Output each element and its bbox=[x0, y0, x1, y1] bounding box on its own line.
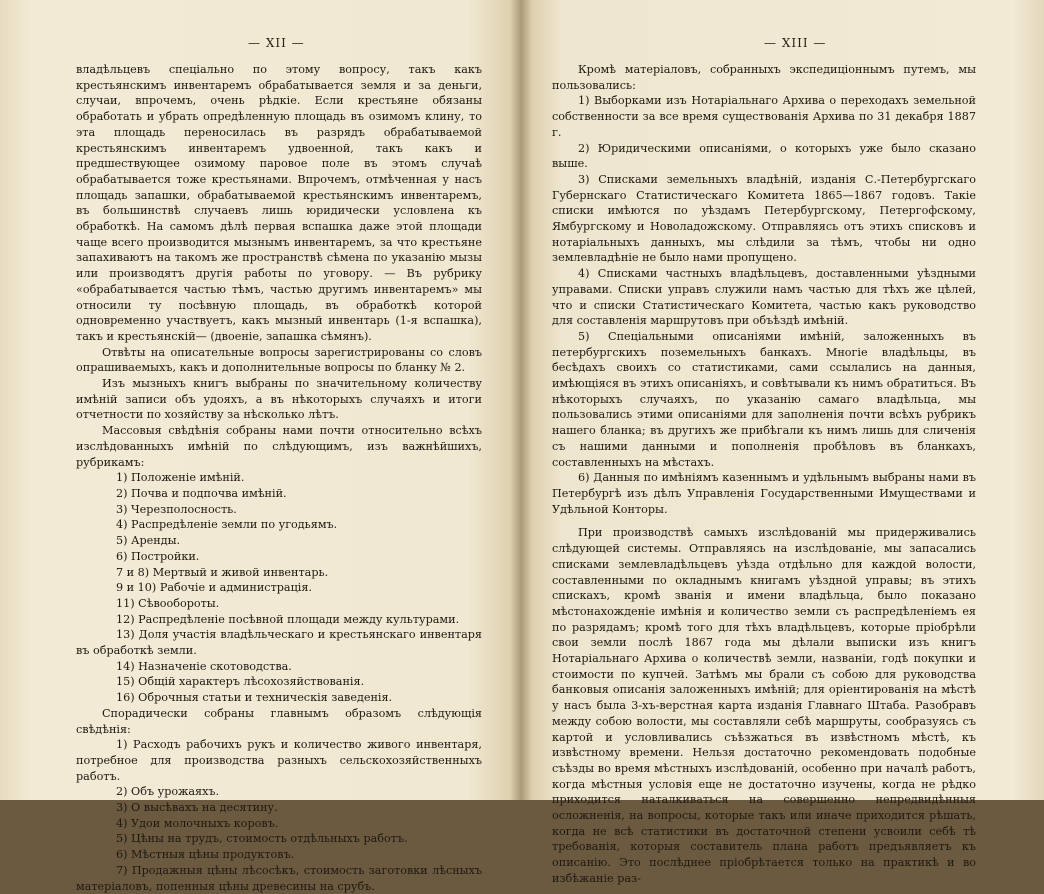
list-item: 2) Юридическими описаніями, о которыхъ уже было сказано выше. bbox=[552, 141, 976, 171]
list-item: 11) Сѣвообороты. bbox=[116, 596, 220, 610]
list-item: 15) Общій характеръ лѣсохозяйствованія. bbox=[116, 675, 365, 689]
page-number-right: — XIII — bbox=[764, 36, 827, 50]
list-item: 7 и 8) Мертвый и живой инвентарь. bbox=[116, 565, 329, 579]
list-item: 2) Объ урожаяхъ. bbox=[116, 785, 220, 799]
list-item: 5) Аренды. bbox=[116, 534, 181, 548]
list-item: 1) Положеніе имѣній. bbox=[116, 471, 245, 485]
list-item: 6) Мѣстныя цѣны продуктовъ. bbox=[116, 848, 295, 862]
list-item: 6) Данныя по имѣніямъ казеннымъ и удѣльнымъ выбраны нами въ Петербургѣ изъ дѣлъ Управленія Государственными Имуществами и Удѣльной Конторы. bbox=[552, 471, 976, 516]
paragraph: Отвѣты на описательные вопросы зарегистрированы со словъ опрашиваемыхъ, какъ и дополнительные вопросы по бланку № 2. bbox=[76, 345, 482, 375]
left-page bbox=[0, 0, 520, 893]
list-item: 1) Расходъ рабочихъ рукъ и количество живого инвентаря, потребное для производства разныхъ сельскохозяйственныхъ работъ. bbox=[76, 738, 482, 783]
list-item: 3) Черезполосность. bbox=[116, 502, 237, 516]
list-item: 3) Списками земельныхъ владѣній, изданія С.-Петербургскаго Губернскаго Статистическаго Комитета 1865—1867 годовъ. Такіе списки имѣются по уѣздамъ Петербургскому, Петергофскому, Ямбургскому и Новоладожскому. Отправляясь отъ этихъ списковъ и нотаріальныхъ данныхъ, мы слѣдили за тѣмъ, чтобы ни одно землевладѣніе не было нами пропущено. bbox=[552, 172, 976, 265]
list-item: 9 и 10) Рабочіе и администрація. bbox=[116, 581, 312, 595]
paragraph: При производствѣ самыхъ изслѣдованій мы придерживались слѣдующей системы. Отправляясь на изслѣдованіе, мы запасались списками землевладѣльцевъ уѣзда отдѣльно для каждой волости, составленными по окладнымъ книгамъ уѣздной управы; въ этихъ спискахъ, кромѣ званія и имени владѣльца, было показано мѣстонахожденіе имѣнія и количество земли съ распредѣленіемъ ея по разрядамъ; кромѣ того для тѣхъ владѣльцевъ, которые пріобрѣли свои земли послѣ 1867 года мы дѣлали выписки изъ книгъ Нотаріальнаго Архива о количествѣ земли, названіи, годѣ покупки и стоимости по купчей. Затѣмъ мы брали съ собою для руководства банковыя описанія заложенныхъ имѣній; для оріентированія на мѣстѣ у насъ была 3-хъ-верстная карта изданія Главнаго Штаба. Разобравъ между собою волости, мы составляли себѣ маршруты, сообразуясь съ картой и условливались съѣзжаться въ извѣстномъ мѣстѣ, къ извѣстному времени. Нельзя достаточно рекомендовать подобные съѣзды во время мѣстныхъ изслѣдованій, особенно при началѣ работъ, когда мѣстныя условія еще не достаточно изучены, когда не рѣдко приходится наталкиваться на совершенно непредвидѣнныя осложненія, на вопросы, которые такъ или иначе приходится рѣшать, когда не всѣ статистики въ достаточной степени усвоили себѣ тѣ требованія, которыя составитель плана работъ предъявляетъ къ описанію. Это послѣднее пріобрѣтается только на практикѣ и во избѣжаніе раз- bbox=[552, 526, 976, 885]
left-page-text bbox=[76, 62, 482, 894]
list-item: 5) Цѣны на трудъ, стоимость отдѣльныхъ работъ. bbox=[116, 832, 408, 846]
list-item: 1) Выборками изъ Нотаріальнаго Архива о переходахъ земельной собственности за все время существованія Архива по 31 декабря 1887 г. bbox=[552, 94, 976, 139]
list-item: 13) Доля участія владѣльческаго и крестьянскаго инвентаря въ обработкѣ земли. bbox=[76, 628, 482, 658]
list-item: 5) Спеціальными описаніями имѣній, заложенныхъ въ петербургскихъ поземельныхъ банкахъ. Многіе владѣльцы, въ бесѣдахъ своихъ со статистиками, сами ссылались на данныя, имѣющіяся въ этихъ описаніяхъ, и совѣтывали къ нимъ обратиться. Въ нѣкоторыхъ случаяхъ, по указанію самаго владѣльца, мы пользовались этими описаніями для заполненія почти всѣхъ рубрикъ нашего бланка; въ другихъ же прибѣгали къ нимъ лишь для сличенія съ нашими данными и пополненія пробѣловъ въ бланкахъ, составленныхъ на мѣстахъ. bbox=[552, 329, 976, 469]
paragraph: Массовыя свѣдѣнія собраны нами почти относительно всѣхъ изслѣдованныхъ имѣній по слѣдующимъ, изъ важнѣйшихъ, рубрикамъ: bbox=[76, 424, 482, 469]
list-item: 12) Распредѣленіе посѣвной площади между культурами. bbox=[116, 612, 460, 626]
page-number-left: — XII — bbox=[248, 36, 305, 50]
list-item: 6) Постройки. bbox=[116, 549, 200, 563]
book-gutter bbox=[510, 0, 532, 800]
list-item: 16) Оброчныя статьи и техническія заведенія. bbox=[116, 691, 393, 705]
list-item: 7) Продажныя цѣны лѣсосѣкъ, стоимость заготовки лѣсныхъ матеріаловъ, попенныя цѣны древесины на срубъ. bbox=[76, 863, 482, 893]
right-page bbox=[520, 0, 1044, 885]
paragraph: Изъ мызныхъ книгъ выбраны по значительному количеству имѣній записи объ удояхъ, а въ нѣкоторыхъ случаяхъ и итоги отчетности по хозяйству за нѣсколько лѣтъ. bbox=[76, 377, 482, 422]
list-item: 2) Почва и подпочва имѣній. bbox=[116, 486, 287, 500]
list-item: 4) Распредѣленіе земли по угодьямъ. bbox=[116, 518, 338, 532]
paragraph: владѣльцевъ спеціально по этому вопросу, такъ какъ крестьянскимъ инвентаремъ обрабатывается земля и за деньги, случаи, впрочемъ, очень рѣдкіе. Если крестьяне обязаны обработать и убрать опредѣленную площадь въ озимомъ клину, то эта площадь переносилась въ разрядъ обрабатываемой крестьянскимъ инвентаремъ удвоенной, такъ какъ и предшествующее озимому паровое поле въ этомъ случаѣ обрабатывается тоже крестьянами. Впрочемъ, отмѣченная у насъ площадь запашки, обрабатываемой крестьянскимъ инвентаремъ, въ большинствѣ случаевъ лишь юридически условлена къ обработкѣ. На самомъ дѣлѣ первая вспашка даже этой площади чаще всего производится мызнымъ инвентаремъ, за что крестьяне запахиваютъ на такомъ же пространствѣ сѣмена по указанію мызы или производятъ другія работы по уговору. — Въ рубрику «обрабатывается частью тѣмъ, частью другимъ инвентаремъ» мы относили ту посѣвную площадь, въ обработкѣ которой одновременно участвуетъ, какъ мызный инвентарь (1-я вспашка), такъ и крестьянскій— (двоеніе, запашка сѣмянъ). bbox=[76, 63, 482, 343]
list-item: 4) Удои молочныхъ коровъ. bbox=[116, 816, 279, 830]
list-item: 14) Назначеніе скотоводства. bbox=[116, 659, 292, 673]
list-item: 4) Списками частныхъ владѣльцевъ, доставленными уѣздными управами. Списки управъ служили намъ частью для тѣхъ же цѣлей, что и списки Статистическаго Комитета, частью какъ руководство для составленія маршрутовъ при объѣздѣ имѣній. bbox=[552, 267, 976, 328]
paragraph: Кромѣ матеріаловъ, собранныхъ экспедиціоннымъ путемъ, мы пользовались: bbox=[552, 63, 976, 92]
right-page-text bbox=[552, 62, 976, 887]
list-item: 3) О высѣвахъ на десятину. bbox=[116, 801, 278, 815]
paragraph: Спорадически собраны главнымъ образомъ слѣдующія свѣдѣнія: bbox=[76, 706, 482, 736]
